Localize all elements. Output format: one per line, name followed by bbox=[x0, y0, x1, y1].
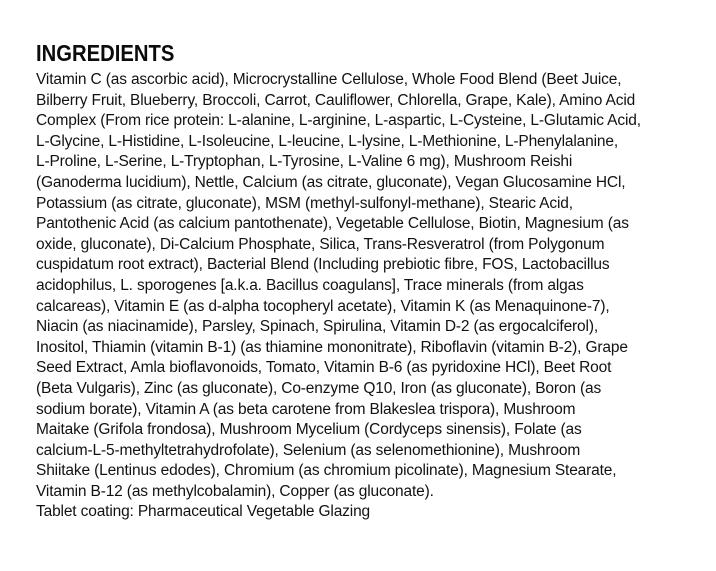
ingredients-line: L-Proline, L-Serine, L-Tryptophan, L-Tyrosine, L-Valine 6 mg), Mushroom Reishi bbox=[36, 153, 573, 171]
ingredients-line: Maitake (Grifola frondosa), Mushroom Mycelium (Cordyceps sinensis), Folate (as bbox=[36, 421, 582, 439]
ingredients-line: Tablet coating: Pharmaceutical Vegetable Glazing bbox=[36, 503, 371, 521]
ingredients-line: Seed Extract, Amla bioflavonoids, Tomato, Vitamin B-6 (as pyridoxine HCl), Beet Root bbox=[36, 359, 612, 377]
ingredients-line: acidophilus, L. sporogenes [a.k.a. Bacillus coagulans], Trace minerals (from algas bbox=[36, 276, 584, 294]
ingredients-line: calcium-L-5-methyltetrahydrofolate), Selenium (as selenomethionine), Mushroom bbox=[36, 441, 581, 459]
ingredients-line: calcareas), Vitamin E (as d-alpha tocopheryl acetate), Vitamin K (as Menaquinone-7), bbox=[36, 297, 610, 315]
ingredients-line: Shiitake (Lentinus edodes), Chromium (as chromium picolinate), Magnesium Stearate, bbox=[36, 462, 617, 480]
ingredients-label bbox=[36, 40, 696, 523]
ingredients-line: Vitamin B-12 (as methylcobalamin), Copper (as gluconate). bbox=[36, 482, 434, 500]
ingredients-line: (Ganoderma lucidium), Nettle, Calcium (as citrate, gluconate), Vegan Glucosamine HCl, bbox=[36, 173, 626, 191]
ingredients-line: oxide, gluconate), Di-Calcium Phosphate, Silica, Trans-Resveratrol (from Polygonum bbox=[36, 235, 605, 253]
ingredients-line: Vitamin C (as ascorbic acid), Microcrystalline Cellulose, Whole Food Blend (Beet Juice, bbox=[36, 71, 622, 88]
ingredients-line: (Beta Vulgaris), Zinc (as gluconate), Co-enzyme Q10, Iron (as gluconate), Boron (as bbox=[36, 379, 602, 397]
ingredients-text bbox=[36, 70, 696, 523]
ingredients-line: cuspidatum root extract), Bacterial Blend (Including prebiotic fibre, FOS, Lactobacillus bbox=[36, 256, 610, 274]
ingredients-line: sodium borate), Vitamin A (as beta carotene from Blakeslea trispora), Mushroom bbox=[36, 400, 576, 418]
ingredients-line: Potassium (as citrate, gluconate), MSM (methyl-sulfonyl-methane), Stearic Acid, bbox=[36, 194, 573, 212]
ingredients-line: Niacin (as niacinamide), Parsley, Spinach, Spirulina, Vitamin D-2 (as ergocalciferol), bbox=[36, 318, 598, 336]
ingredients-line: Inositol, Thiamin (vitamin B-1) (as thiamine mononitrate), Riboflavin (vitamin B-2), Grape bbox=[36, 338, 628, 356]
ingredients-line: L-Glycine, L-Histidine, L-Isoleucine, L-leucine, L-lysine, L-Methionine, L-Phenylalanine, bbox=[36, 132, 618, 150]
ingredients-heading: INGREDIENTS bbox=[36, 40, 175, 66]
ingredients-line: Complex (From rice protein: L-alanine, L-arginine, L-aspartic, L-Cysteine, L-Glutamic Acid, bbox=[36, 112, 641, 130]
ingredients-line: Bilberry Fruit, Blueberry, Broccoli, Carrot, Cauliflower, Chlorella, Grape, Kale), Amino Acid bbox=[36, 91, 636, 109]
ingredients-line: Pantothenic Acid (as calcium pantothenate), Vegetable Cellulose, Biotin, Magnesium (as bbox=[36, 215, 629, 233]
